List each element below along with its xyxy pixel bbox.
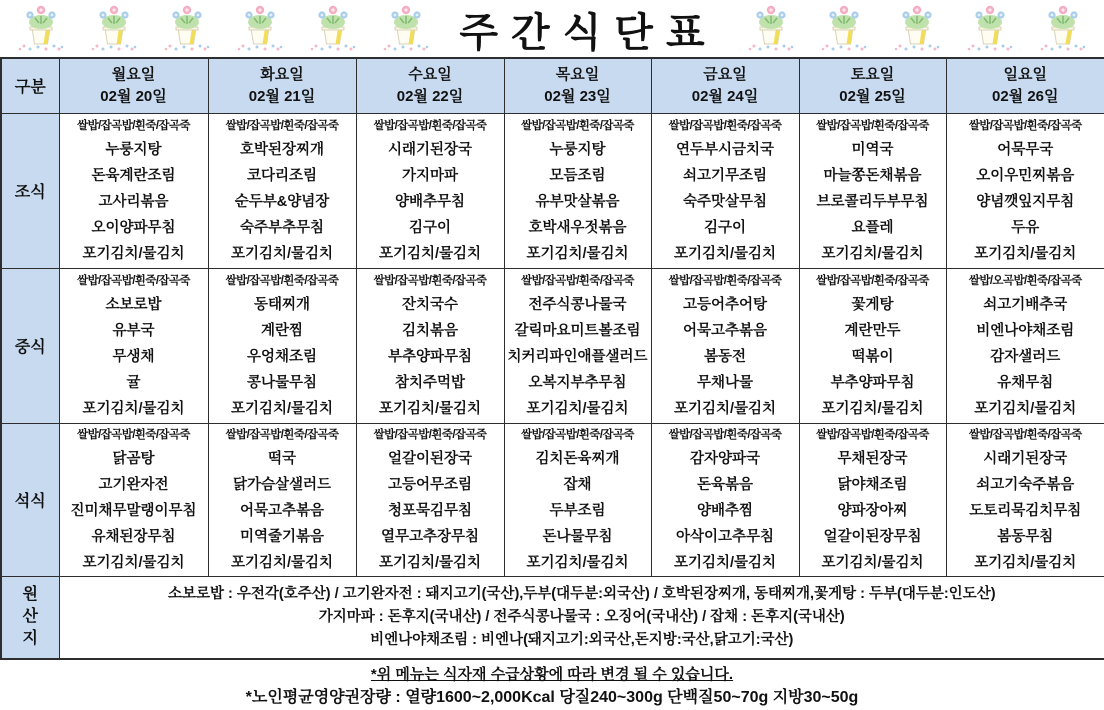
menu-item: 쇠고기숙주볶음: [947, 472, 1104, 498]
menu-item: 양배추무침: [357, 189, 504, 215]
flower-pot-slot: [1027, 4, 1100, 57]
menu-item: 미역국: [800, 137, 946, 163]
menu-item: 무채나물: [652, 370, 799, 396]
day-header-cell-2: [356, 58, 504, 113]
day-date: 02월 21일: [209, 86, 356, 108]
rice-options: 쌀밥/잡곡밥/흰죽/잡곡죽: [505, 270, 651, 292]
menu-item: 김치볶음: [357, 318, 504, 344]
menu-item: 순두부&양념장: [209, 189, 356, 215]
menu-item: 김구이: [357, 215, 504, 241]
flower-pot-icon: [308, 4, 358, 57]
menu-item: 어묵무국: [947, 137, 1104, 163]
flower-pot-icon: [235, 4, 285, 57]
menu-item: 포기김치/물김치: [357, 241, 504, 267]
menu-item: 포기김치/물김치: [800, 550, 946, 576]
menu-item: 숙주맛살무침: [652, 189, 799, 215]
rice-options: 쌀밥/잡곡밥/흰죽/잡곡죽: [505, 424, 651, 446]
rice-options: 쌀밥/잡곡밥/흰죽/잡곡죽: [357, 115, 504, 137]
menu-item: 진미채무말랭이무침: [60, 498, 208, 524]
flower-pots-right: [735, 4, 1100, 57]
day-date: 02월 25일: [800, 86, 946, 108]
menu-item: 포기김치/물김치: [947, 396, 1104, 422]
menu-item: 포기김치/물김치: [505, 396, 651, 422]
origin-line: 소보로밥 : 우전각(호주산) / 고기완자전 : 돼지고기(국산),두부(대두분:외국산) / 호박된장찌개, 동태찌개,꽃게탕 : 두부(대두분:인도산): [60, 583, 1104, 606]
menu-item: 돈나물무침: [505, 524, 651, 550]
day-name: 금요일: [652, 64, 799, 86]
menu-item: 미역줄기볶음: [209, 524, 356, 550]
rice-options: 쌀밥/잡곡밥/흰죽/잡곡죽: [947, 115, 1104, 137]
day-header-cell-6: [946, 58, 1104, 113]
menu-item: 오이우민찌볶음: [947, 163, 1104, 189]
menu-item: 포기김치/물김치: [652, 396, 799, 422]
menu-item: 열무고추장무침: [357, 524, 504, 550]
menu-item: 부추양파무침: [357, 344, 504, 370]
flower-pot-slot: [4, 4, 77, 57]
meal-cell-breakfast-day0: [59, 113, 208, 268]
meal-cell-dinner-day2: [356, 423, 504, 576]
day-name: 수요일: [357, 64, 504, 86]
menu-item: 잡채: [505, 472, 651, 498]
meal-label-lunch: 중식: [1, 268, 59, 423]
menu-item: 포기김치/물김치: [505, 241, 651, 267]
flower-pot-icon: [89, 4, 139, 57]
menu-item: 도토리묵김치무침: [947, 498, 1104, 524]
flower-pot-slot: [881, 4, 954, 57]
day-date: 02월 26일: [947, 86, 1104, 108]
flower-pot-slot: [954, 4, 1027, 57]
menu-item: 꽃게탕: [800, 292, 946, 318]
meal-cell-dinner-day4: [651, 423, 799, 576]
menu-item: 돈육계란조림: [60, 163, 208, 189]
menu-item: 오이양파무침: [60, 215, 208, 241]
menu-item: 봄동전: [652, 344, 799, 370]
origin-line: 가지마파 : 돈후지(국내산) / 전주식콩나물국 : 오징어(국내산) / 잡채 : 돈후지(국내산): [60, 606, 1104, 629]
origin-label-char: 원: [2, 584, 59, 606]
menu-item: 호박새우젓볶음: [505, 215, 651, 241]
menu-item: 우엉채조림: [209, 344, 356, 370]
top-decor-band: [0, 0, 1104, 57]
menu-item: 닭야채조림: [800, 472, 946, 498]
rice-options: 쌀밥/잡곡밥/흰죽/잡곡죽: [60, 115, 208, 137]
header-row: [1, 58, 1104, 113]
origin-line: 비엔나야채조림 : 비엔나(돼지고기:외국산,돈지방:국산,닭고기:국산): [60, 629, 1104, 652]
menu-item: 계란찜: [209, 318, 356, 344]
footer-note-nutrition: *노인평균영양권장량 : 열량1600~2,000Kcal 당질240~300g 단백질50~70g 지방30~50g: [0, 686, 1104, 710]
menu-item: 어묵고추볶음: [652, 318, 799, 344]
menu-item: 감자양파국: [652, 446, 799, 472]
menu-item: 두유: [947, 215, 1104, 241]
day-date: 02월 24일: [652, 86, 799, 108]
menu-item: 모듬조림: [505, 163, 651, 189]
meal-cell-breakfast-day1: [208, 113, 356, 268]
menu-item: 포기김치/물김치: [60, 396, 208, 422]
meal-label-breakfast: 조식: [1, 113, 59, 268]
menu-table: [0, 57, 1104, 660]
flower-pot-slot: [150, 4, 223, 57]
menu-item: 브로콜리두부무침: [800, 189, 946, 215]
meal-cell-lunch-day5: [799, 268, 946, 423]
category-header-cell: 구분: [1, 58, 59, 113]
menu-item: 오복지부추무침: [505, 370, 651, 396]
flower-pot-slot: [223, 4, 296, 57]
day-header-cell-3: [504, 58, 651, 113]
meal-cell-dinner-day0: [59, 423, 208, 576]
flower-pot-icon: [965, 4, 1015, 57]
meal-cell-breakfast-day4: [651, 113, 799, 268]
meal-cell-dinner-day6: [946, 423, 1104, 576]
origin-label-char: 지: [2, 628, 59, 650]
menu-item: 청포묵김무침: [357, 498, 504, 524]
meal-row-breakfast: [1, 113, 1104, 268]
origin-row: [1, 576, 1104, 659]
meal-cell-dinner-day3: [504, 423, 651, 576]
flower-pot-slot: [77, 4, 150, 57]
flower-pot-slot: [735, 4, 808, 57]
menu-item: 콩나물무침: [209, 370, 356, 396]
menu-item: 쇠고기배추국: [947, 292, 1104, 318]
flower-pots-left: [4, 4, 442, 57]
origin-info-cell: [59, 576, 1104, 659]
menu-item: 갈릭마요미트볼조림: [505, 318, 651, 344]
menu-item: 유부맛살볶음: [505, 189, 651, 215]
rice-options: 쌀밥/잡곡밥/흰죽/잡곡죽: [60, 424, 208, 446]
menu-item: 포기김치/물김치: [947, 550, 1104, 576]
meal-row-dinner: [1, 423, 1104, 576]
rice-options: 쌀밥/잡곡밥/흰죽/잡곡죽: [800, 270, 946, 292]
flower-pot-icon: [892, 4, 942, 57]
day-header-cell-1: [208, 58, 356, 113]
menu-item: 양파장아찌: [800, 498, 946, 524]
menu-item: 포기김치/물김치: [357, 550, 504, 576]
menu-item: 누룽지탕: [505, 137, 651, 163]
rice-options: 쌀밥/잡곡밥/흰죽/잡곡죽: [652, 115, 799, 137]
meal-cell-lunch-day4: [651, 268, 799, 423]
menu-item: 무채된장국: [800, 446, 946, 472]
menu-item: 포기김치/물김치: [505, 550, 651, 576]
menu-item: 떡볶이: [800, 344, 946, 370]
menu-item: 고사리볶음: [60, 189, 208, 215]
menu-item: 닭가슴살샐러드: [209, 472, 356, 498]
meal-cell-lunch-day1: [208, 268, 356, 423]
flower-pot-slot: [296, 4, 369, 57]
day-header-cell-4: [651, 58, 799, 113]
menu-item: 포기김치/물김치: [60, 241, 208, 267]
meal-row-lunch: [1, 268, 1104, 423]
rice-options: 쌀밥/잡곡밥/흰죽/잡곡죽: [209, 424, 356, 446]
menu-item: 마늘쫑돈채볶음: [800, 163, 946, 189]
meal-cell-breakfast-day2: [356, 113, 504, 268]
day-name: 목요일: [505, 64, 651, 86]
menu-item: 시래기된장국: [357, 137, 504, 163]
menu-table-body: [1, 58, 1104, 659]
menu-item: 동태찌개: [209, 292, 356, 318]
menu-item: 계란만두: [800, 318, 946, 344]
day-header-cell-0: [59, 58, 208, 113]
flower-pot-slot: [808, 4, 881, 57]
meal-cell-lunch-day3: [504, 268, 651, 423]
menu-item: 어묵고추볶음: [209, 498, 356, 524]
rice-options: 쌀밥/잡곡밥/흰죽/잡곡죽: [357, 424, 504, 446]
meal-cell-breakfast-day5: [799, 113, 946, 268]
menu-item: 얼갈이된장무침: [800, 524, 946, 550]
menu-item: 누룽지탕: [60, 137, 208, 163]
meal-cell-dinner-day1: [208, 423, 356, 576]
rice-options: 쌀밥/잡곡밥/흰죽/잡곡죽: [357, 270, 504, 292]
menu-item: 잔치국수: [357, 292, 504, 318]
menu-item: 고기완자전: [60, 472, 208, 498]
origin-label-char: 산: [2, 606, 59, 628]
rice-options: 쌀밥/잡곡밥/흰죽/잡곡죽: [800, 424, 946, 446]
menu-item: 양념깻잎지무침: [947, 189, 1104, 215]
day-name: 토요일: [800, 64, 946, 86]
day-date: 02월 22일: [357, 86, 504, 108]
menu-item: 참치주먹밥: [357, 370, 504, 396]
menu-item: 전주식콩나물국: [505, 292, 651, 318]
day-name: 화요일: [209, 64, 356, 86]
rice-options: 쌀밥/잡곡밥/흰죽/잡곡죽: [505, 115, 651, 137]
menu-item: 연두부시금치국: [652, 137, 799, 163]
menu-item: 양배추찜: [652, 498, 799, 524]
menu-item: 무생채: [60, 344, 208, 370]
menu-item: 돈육볶음: [652, 472, 799, 498]
rice-options: 쌀밥/잡곡밥/흰죽/잡곡죽: [209, 270, 356, 292]
meal-cell-lunch-day6: [946, 268, 1104, 423]
menu-item: 귤: [60, 370, 208, 396]
day-name: 월요일: [60, 64, 208, 86]
day-date: 02월 23일: [505, 86, 651, 108]
meal-cell-lunch-day0: [59, 268, 208, 423]
menu-item: 두부조림: [505, 498, 651, 524]
menu-item: 포기김치/물김치: [209, 550, 356, 576]
meal-cell-dinner-day5: [799, 423, 946, 576]
rice-options: 쌀밥/잡곡밥/흰죽/잡곡죽: [209, 115, 356, 137]
menu-item: 고등어추어탕: [652, 292, 799, 318]
menu-item: 시래기된장국: [947, 446, 1104, 472]
rice-options: 쌀밥/잡곡밥/흰죽/잡곡죽: [800, 115, 946, 137]
menu-item: 고등어무조림: [357, 472, 504, 498]
rice-options: 쌀밥/잡곡밥/흰죽/잡곡죽: [652, 424, 799, 446]
menu-item: 포기김치/물김치: [800, 241, 946, 267]
menu-item: 쇠고기무조림: [652, 163, 799, 189]
page-title: 주간식단표: [453, 7, 723, 59]
menu-item: 포기김치/물김치: [652, 241, 799, 267]
day-name: 일요일: [947, 64, 1104, 86]
menu-item: 닭곰탕: [60, 446, 208, 472]
menu-item: 유부국: [60, 318, 208, 344]
menu-item: 호박된장찌개: [209, 137, 356, 163]
menu-item: 부추양파무침: [800, 370, 946, 396]
day-header-cell-5: [799, 58, 946, 113]
meal-cell-breakfast-day3: [504, 113, 651, 268]
meal-label-dinner: 석식: [1, 423, 59, 576]
footer-note-change: *위 메뉴는 식자재 수급상황에 따라 변경 될 수 있습니다.: [0, 664, 1104, 686]
menu-item: 유채된장무침: [60, 524, 208, 550]
menu-item: 포기김치/물김치: [652, 550, 799, 576]
menu-item: 요플레: [800, 215, 946, 241]
menu-item: 포기김치/물김치: [357, 396, 504, 422]
menu-item: 포기김치/물김치: [60, 550, 208, 576]
menu-item: 김치돈육찌개: [505, 446, 651, 472]
menu-item: 떡국: [209, 446, 356, 472]
menu-item: 소보로밥: [60, 292, 208, 318]
menu-item: 치커리파인애플샐러드: [505, 344, 651, 370]
flower-pot-icon: [381, 4, 431, 57]
rice-options: 쌀밥/잡곡밥/흰죽/잡곡죽: [60, 270, 208, 292]
menu-item: 김구이: [652, 215, 799, 241]
menu-item: 코다리조림: [209, 163, 356, 189]
menu-item: 얼갈이된장국: [357, 446, 504, 472]
menu-item: 아삭이고추무침: [652, 524, 799, 550]
rice-options: 쌀밥/오곡밥/흰죽/잡곡죽: [947, 270, 1104, 292]
flower-pot-icon: [162, 4, 212, 57]
menu-item: 숙주부추무침: [209, 215, 356, 241]
meal-cell-breakfast-day6: [946, 113, 1104, 268]
flower-pot-slot: [369, 4, 442, 57]
day-date: 02월 20일: [60, 86, 208, 108]
menu-item: 감자샐러드: [947, 344, 1104, 370]
flower-pot-icon: [746, 4, 796, 57]
flower-pot-icon: [16, 4, 66, 57]
meal-cell-lunch-day2: [356, 268, 504, 423]
menu-item: 비엔나야채조림: [947, 318, 1104, 344]
origin-label: [1, 576, 59, 659]
menu-item: 봄동무침: [947, 524, 1104, 550]
menu-item: 포기김치/물김치: [209, 396, 356, 422]
flower-pot-icon: [819, 4, 869, 57]
rice-options: 쌀밥/잡곡밥/흰죽/잡곡죽: [947, 424, 1104, 446]
rice-options: 쌀밥/잡곡밥/흰죽/잡곡죽: [652, 270, 799, 292]
menu-item: 포기김치/물김치: [947, 241, 1104, 267]
flower-pot-icon: [1038, 4, 1088, 57]
menu-item: 포기김치/물김치: [800, 396, 946, 422]
menu-item: 가지마파: [357, 163, 504, 189]
menu-item: 유채무침: [947, 370, 1104, 396]
menu-item: 포기김치/물김치: [209, 241, 356, 267]
